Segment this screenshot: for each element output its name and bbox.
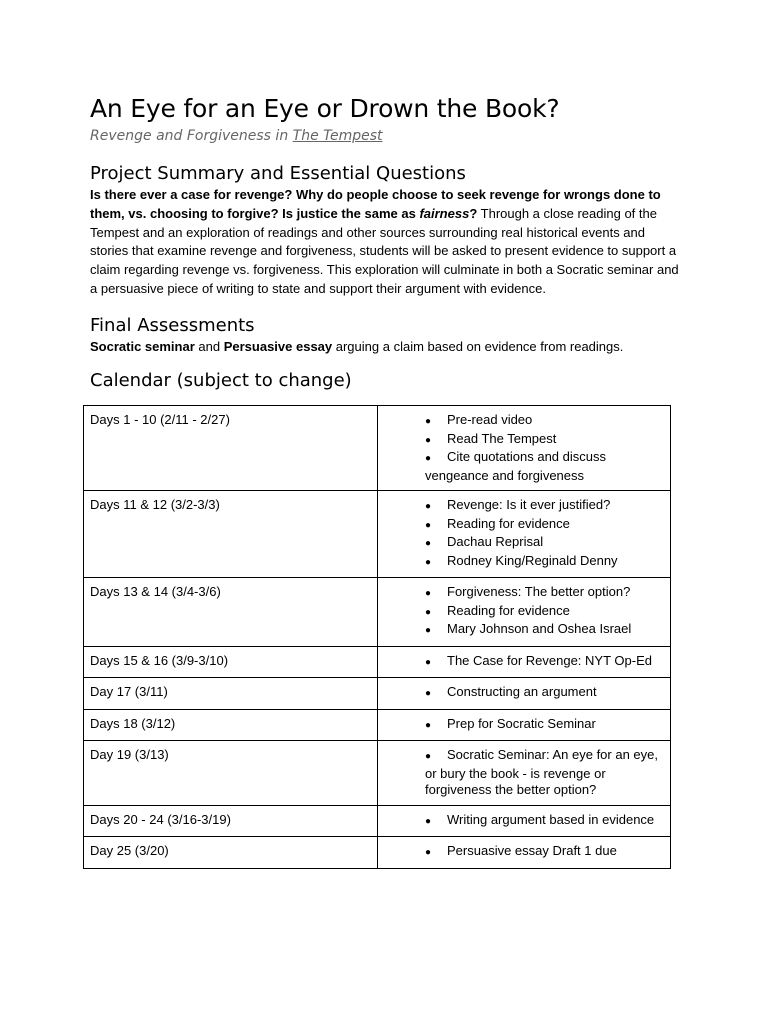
activity-item: [425, 516, 662, 535]
activity-text: Writing argument based in evidence: [447, 811, 655, 827]
bullet-icon: ●: [425, 625, 432, 636]
bullet-icon: ●: [425, 519, 432, 531]
calendar-activities-cell: [378, 578, 671, 647]
activity-text: The Case for Revenge: NYT Op-Ed: [447, 652, 652, 668]
persuasive-essay-label: Persuasive essay: [223, 338, 333, 354]
activity-item: [425, 684, 662, 703]
page-subtitle: [90, 126, 680, 146]
calendar-table: [83, 405, 671, 869]
calendar-day-cell: Days 20 - 24 (3/16-3/19): [84, 805, 378, 837]
calendar-row: [84, 837, 671, 869]
question-mark: ?: [469, 205, 478, 221]
activity-item: [425, 497, 662, 516]
bullet-icon: ●: [425, 847, 432, 858]
activity-text: Constructing an argument: [447, 684, 597, 699]
activity-text: Revenge: Is it ever justified?: [447, 497, 611, 512]
calendar-activities-cell: [378, 837, 671, 869]
activity-text: Forgiveness: The better option?: [447, 584, 631, 599]
calendar-day-cell: Days 11 & 12 (3/2-3/3): [84, 491, 378, 578]
activity-text: Cite quotations and discuss vengeance and forgiveness: [425, 449, 606, 483]
summary-paragraph: [90, 186, 680, 299]
calendar-day-cell: Days 13 & 14 (3/4-3/6): [84, 578, 378, 647]
calendar-row: [84, 709, 671, 741]
activity-text: Reading for evidence: [447, 515, 570, 531]
activity-item: [425, 621, 662, 640]
activity-text: Reading for evidence: [447, 602, 570, 618]
activity-item: [425, 431, 662, 450]
bullet-icon: ●: [425, 453, 432, 464]
bullet-icon: ●: [425, 815, 432, 827]
activity-text: Prep for Socratic Seminar: [447, 715, 596, 731]
calendar-activities-cell: [378, 709, 671, 741]
bullet-icon: ●: [425, 501, 432, 512]
calendar-day-cell: Days 1 - 10 (2/11 - 2/27): [84, 406, 378, 491]
bullet-icon: ●: [425, 588, 432, 599]
calendar-heading: Calendar (subject to change): [90, 369, 352, 391]
essential-questions: Is there ever a case for revenge? Why do people choose to seek revenge for wrongs done to them, vs. choosing to forgive? Is justice the same as: [90, 187, 661, 221]
calendar-row: [84, 805, 671, 837]
calendar-activities-cell: [378, 406, 671, 491]
summary-body: Through a close reading of the Tempest and an exploration of readings and other sources surrounding real historical events and stories that examine revenge and forgiveness, students will be asked to present evidence to support a claim regarding revenge vs. forgiveness. This exploration will culminate in both a Socratic seminar and a persuasive piece of writing to state and support their argument with evidence.: [90, 205, 679, 296]
activity-item: [425, 449, 662, 484]
activity-text: Persuasive essay Draft 1 due: [447, 843, 617, 858]
final-assessments-text: [90, 338, 680, 357]
calendar-day-cell: Days 15 & 16 (3/9-3/10): [84, 646, 378, 678]
bullet-icon: ●: [425, 656, 432, 668]
socratic-seminar-label: Socratic seminar: [90, 338, 195, 354]
activity-item: [425, 412, 662, 431]
calendar-row: [84, 741, 671, 806]
calendar-row: [84, 491, 671, 578]
bullet-icon: ●: [425, 751, 432, 762]
bullet-icon: ●: [425, 606, 432, 618]
calendar-row: [84, 678, 671, 710]
calendar-row: [84, 646, 671, 678]
activity-text: Socratic Seminar: An eye for an eye, or bury the book - is revenge or forgiveness the better option?: [425, 747, 658, 797]
calendar-activities-cell: [378, 805, 671, 837]
final-assessments-rest: arguing a claim based on evidence from readings.: [332, 338, 624, 354]
subtitle-prefix: Revenge and Forgiveness in: [90, 128, 293, 144]
activity-item: [425, 653, 662, 672]
activity-item: [425, 553, 662, 572]
calendar-day-cell: Day 17 (3/11): [84, 678, 378, 710]
activity-text: Rodney King/Reginald Denny: [447, 552, 618, 568]
activity-text: Dachau Reprisal: [447, 534, 544, 549]
page-title: An Eye for an Eye or Drown the Book?: [90, 94, 560, 123]
activity-text: Read The Tempest: [447, 430, 557, 446]
bullet-icon: ●: [425, 538, 432, 549]
calendar-activities-cell: [378, 678, 671, 710]
fairness-word: fairness: [419, 205, 470, 221]
activity-item: [425, 584, 662, 603]
activity-item: [425, 716, 662, 735]
bullet-icon: ●: [425, 416, 432, 427]
activity-item: [425, 534, 662, 553]
activity-text: Mary Johnson and Oshea Israel: [447, 621, 632, 636]
summary-heading: Project Summary and Essential Questions: [90, 163, 466, 184]
document-body: [90, 92, 680, 393]
calendar-activities-cell: [378, 646, 671, 678]
and-text: and: [194, 338, 224, 354]
calendar-row: [84, 406, 671, 491]
activity-item: [425, 747, 662, 799]
bullet-icon: ●: [425, 434, 432, 446]
bullet-icon: ●: [425, 719, 432, 731]
subtitle-book-title: The Tempest: [292, 128, 383, 144]
calendar-day-cell: Day 19 (3/13): [84, 741, 378, 806]
calendar-day-cell: Day 25 (3/20): [84, 837, 378, 869]
activity-item: [425, 812, 662, 831]
activity-item: [425, 843, 662, 862]
bullet-icon: ●: [425, 556, 432, 568]
calendar-activities-cell: [378, 741, 671, 806]
activity-item: [425, 603, 662, 622]
calendar-day-cell: Days 18 (3/12): [84, 709, 378, 741]
calendar-activities-cell: [378, 491, 671, 578]
calendar-row: [84, 578, 671, 647]
activity-text: Pre-read video: [447, 412, 533, 427]
bullet-icon: ●: [425, 688, 432, 699]
final-assessments-heading: Final Assessments: [90, 314, 255, 336]
